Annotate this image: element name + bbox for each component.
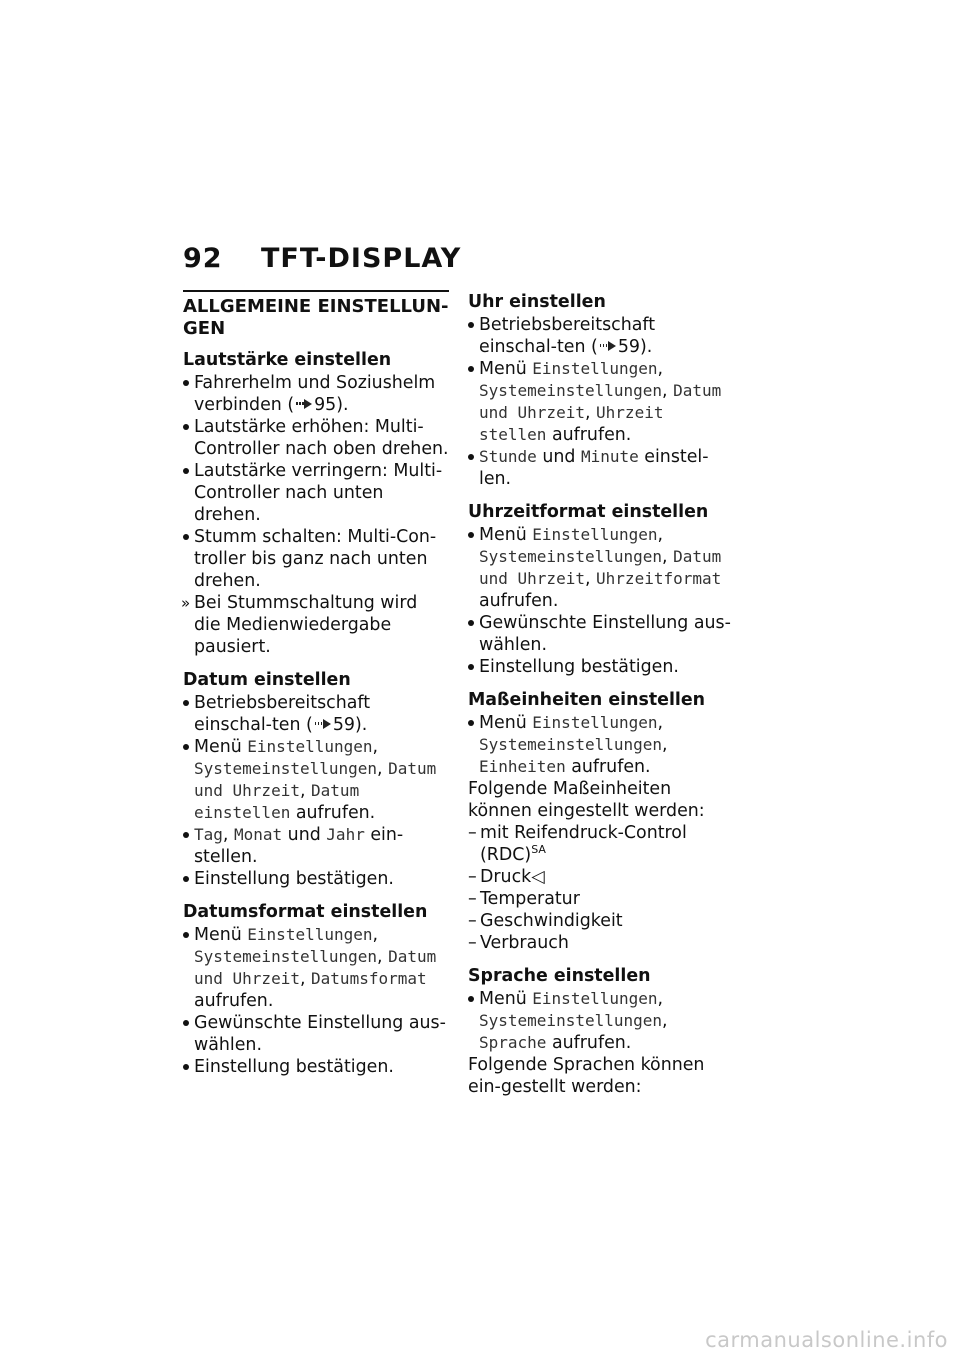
heading-volume: Lautstärke einstellen: [183, 350, 392, 370]
list-item: Menü Einstellungen, Systemeinstellungen, Datum und Uhrzeit, Datum einstellen aufrufen.: [183, 736, 449, 824]
bullet-icon: [183, 468, 189, 474]
bullet-icon: [183, 1020, 189, 1026]
page-reference-icon: [296, 398, 313, 410]
list-item: Menü Einstellungen, Systemeinstellungen, Datum und Uhrzeit, Uhrzeitformat aufrufen.: [468, 524, 738, 612]
list-item: Menü Einstellungen, Systemeinstellungen, Datum und Uhrzeit, Uhrzeit stellen aufrufen.: [468, 358, 738, 446]
bullet-icon: [183, 744, 189, 750]
bullet-icon: [183, 534, 189, 540]
section-title: ALLGEMEINE EINSTELLUN-GEN: [183, 296, 449, 339]
list-item: Menü Einstellungen, Systemeinstellungen, Datum und Uhrzeit, Datumsformat aufrufen.: [183, 924, 449, 1012]
list-item: Stumm schalten: Multi-Con-troller bis ganz nach unten drehen.: [183, 526, 449, 592]
bullet-icon: [183, 380, 189, 386]
optional-equipment-label: SA: [531, 843, 546, 857]
right-column: [468, 290, 738, 1098]
list-item: Gewünschte Einstellung aus-wählen.: [468, 612, 738, 656]
heading-time-format: Uhrzeitformat einstellen: [468, 502, 709, 522]
language-intro: Folgende Sprachen können ein-gestellt werden:: [468, 1055, 705, 1097]
dash-list-item: – Temperatur: [468, 889, 580, 909]
bullet-icon: [183, 876, 189, 882]
heading-date: Datum einstellen: [183, 670, 351, 690]
list-item: Lautstärke verringern: Multi-Controller nach unten drehen.: [183, 460, 449, 526]
bullet-icon: [468, 664, 474, 670]
dash-list-item: – Geschwindigkeit: [468, 911, 623, 931]
list-item: Einstellung bestätigen.: [183, 868, 449, 890]
list-item: Lautstärke erhöhen: Multi-Controller nach oben drehen.: [183, 416, 449, 460]
page-header: [183, 243, 461, 274]
list-item: Stunde und Minute einstel-len.: [468, 446, 738, 490]
bullet-icon: [468, 454, 474, 460]
list-item: Einstellung bestätigen.: [183, 1056, 449, 1078]
page-number: 92: [183, 243, 223, 274]
page-reference-icon: [600, 340, 617, 352]
heading-clock: Uhr einstellen: [468, 292, 606, 312]
list-item: Menü Einstellungen, Systemeinstellungen, Sprache aufrufen.: [468, 988, 738, 1054]
dash-list-item: – Verbrauch: [468, 933, 569, 953]
list-item: Betriebsbereitschaft einschal-ten ( 59).: [468, 314, 738, 358]
list-item: Tag, Monat und Jahr ein-stellen.: [183, 824, 449, 868]
dash-list-item: – Druck◁: [468, 867, 545, 887]
bullet-icon: [183, 832, 189, 838]
dash-list-item: – mit Reifendruck-Control (RDC)$^{SA}$: [468, 823, 687, 865]
bullet-icon: [468, 366, 474, 372]
bullet-icon: [183, 1064, 189, 1070]
list-item: Menü Einstellungen, Systemeinstellungen, Einheiten aufrufen.: [468, 712, 738, 778]
left-column: [183, 290, 449, 1078]
list-item: Fahrerhelm und Soziushelm verbinden ( 95).: [183, 372, 449, 416]
result-arrow-icon: »: [181, 594, 191, 612]
bullet-icon: [183, 424, 189, 430]
bullet-icon: [183, 932, 189, 938]
heading-units: Maßeinheiten einstellen: [468, 690, 706, 710]
page-reference-icon: [315, 718, 332, 730]
bullet-icon: [468, 996, 474, 1002]
bullet-icon: [468, 620, 474, 626]
bullet-icon: [468, 720, 474, 726]
heading-date-format: Datumsformat einstellen: [183, 902, 428, 922]
list-item: Einstellung bestätigen.: [468, 656, 738, 678]
result-item: » Bei Stummschaltung wird die Medienwiedergabe pausiert.: [181, 593, 418, 657]
section-divider: [183, 290, 449, 292]
heading-language: Sprache einstellen: [468, 966, 651, 986]
list-item: Betriebsbereitschaft einschal-ten ( 59).: [183, 692, 449, 736]
watermark: carmanualsonline.info: [705, 1328, 948, 1352]
list-item: Gewünschte Einstellung aus-wählen.: [183, 1012, 449, 1056]
chapter-title: TFT-DISPLAY: [261, 243, 462, 274]
bullet-icon: [468, 532, 474, 538]
bullet-icon: [183, 700, 189, 706]
bullet-icon: [468, 322, 474, 328]
units-intro: Folgende Maßeinheiten können eingestellt werden:: [468, 779, 705, 821]
